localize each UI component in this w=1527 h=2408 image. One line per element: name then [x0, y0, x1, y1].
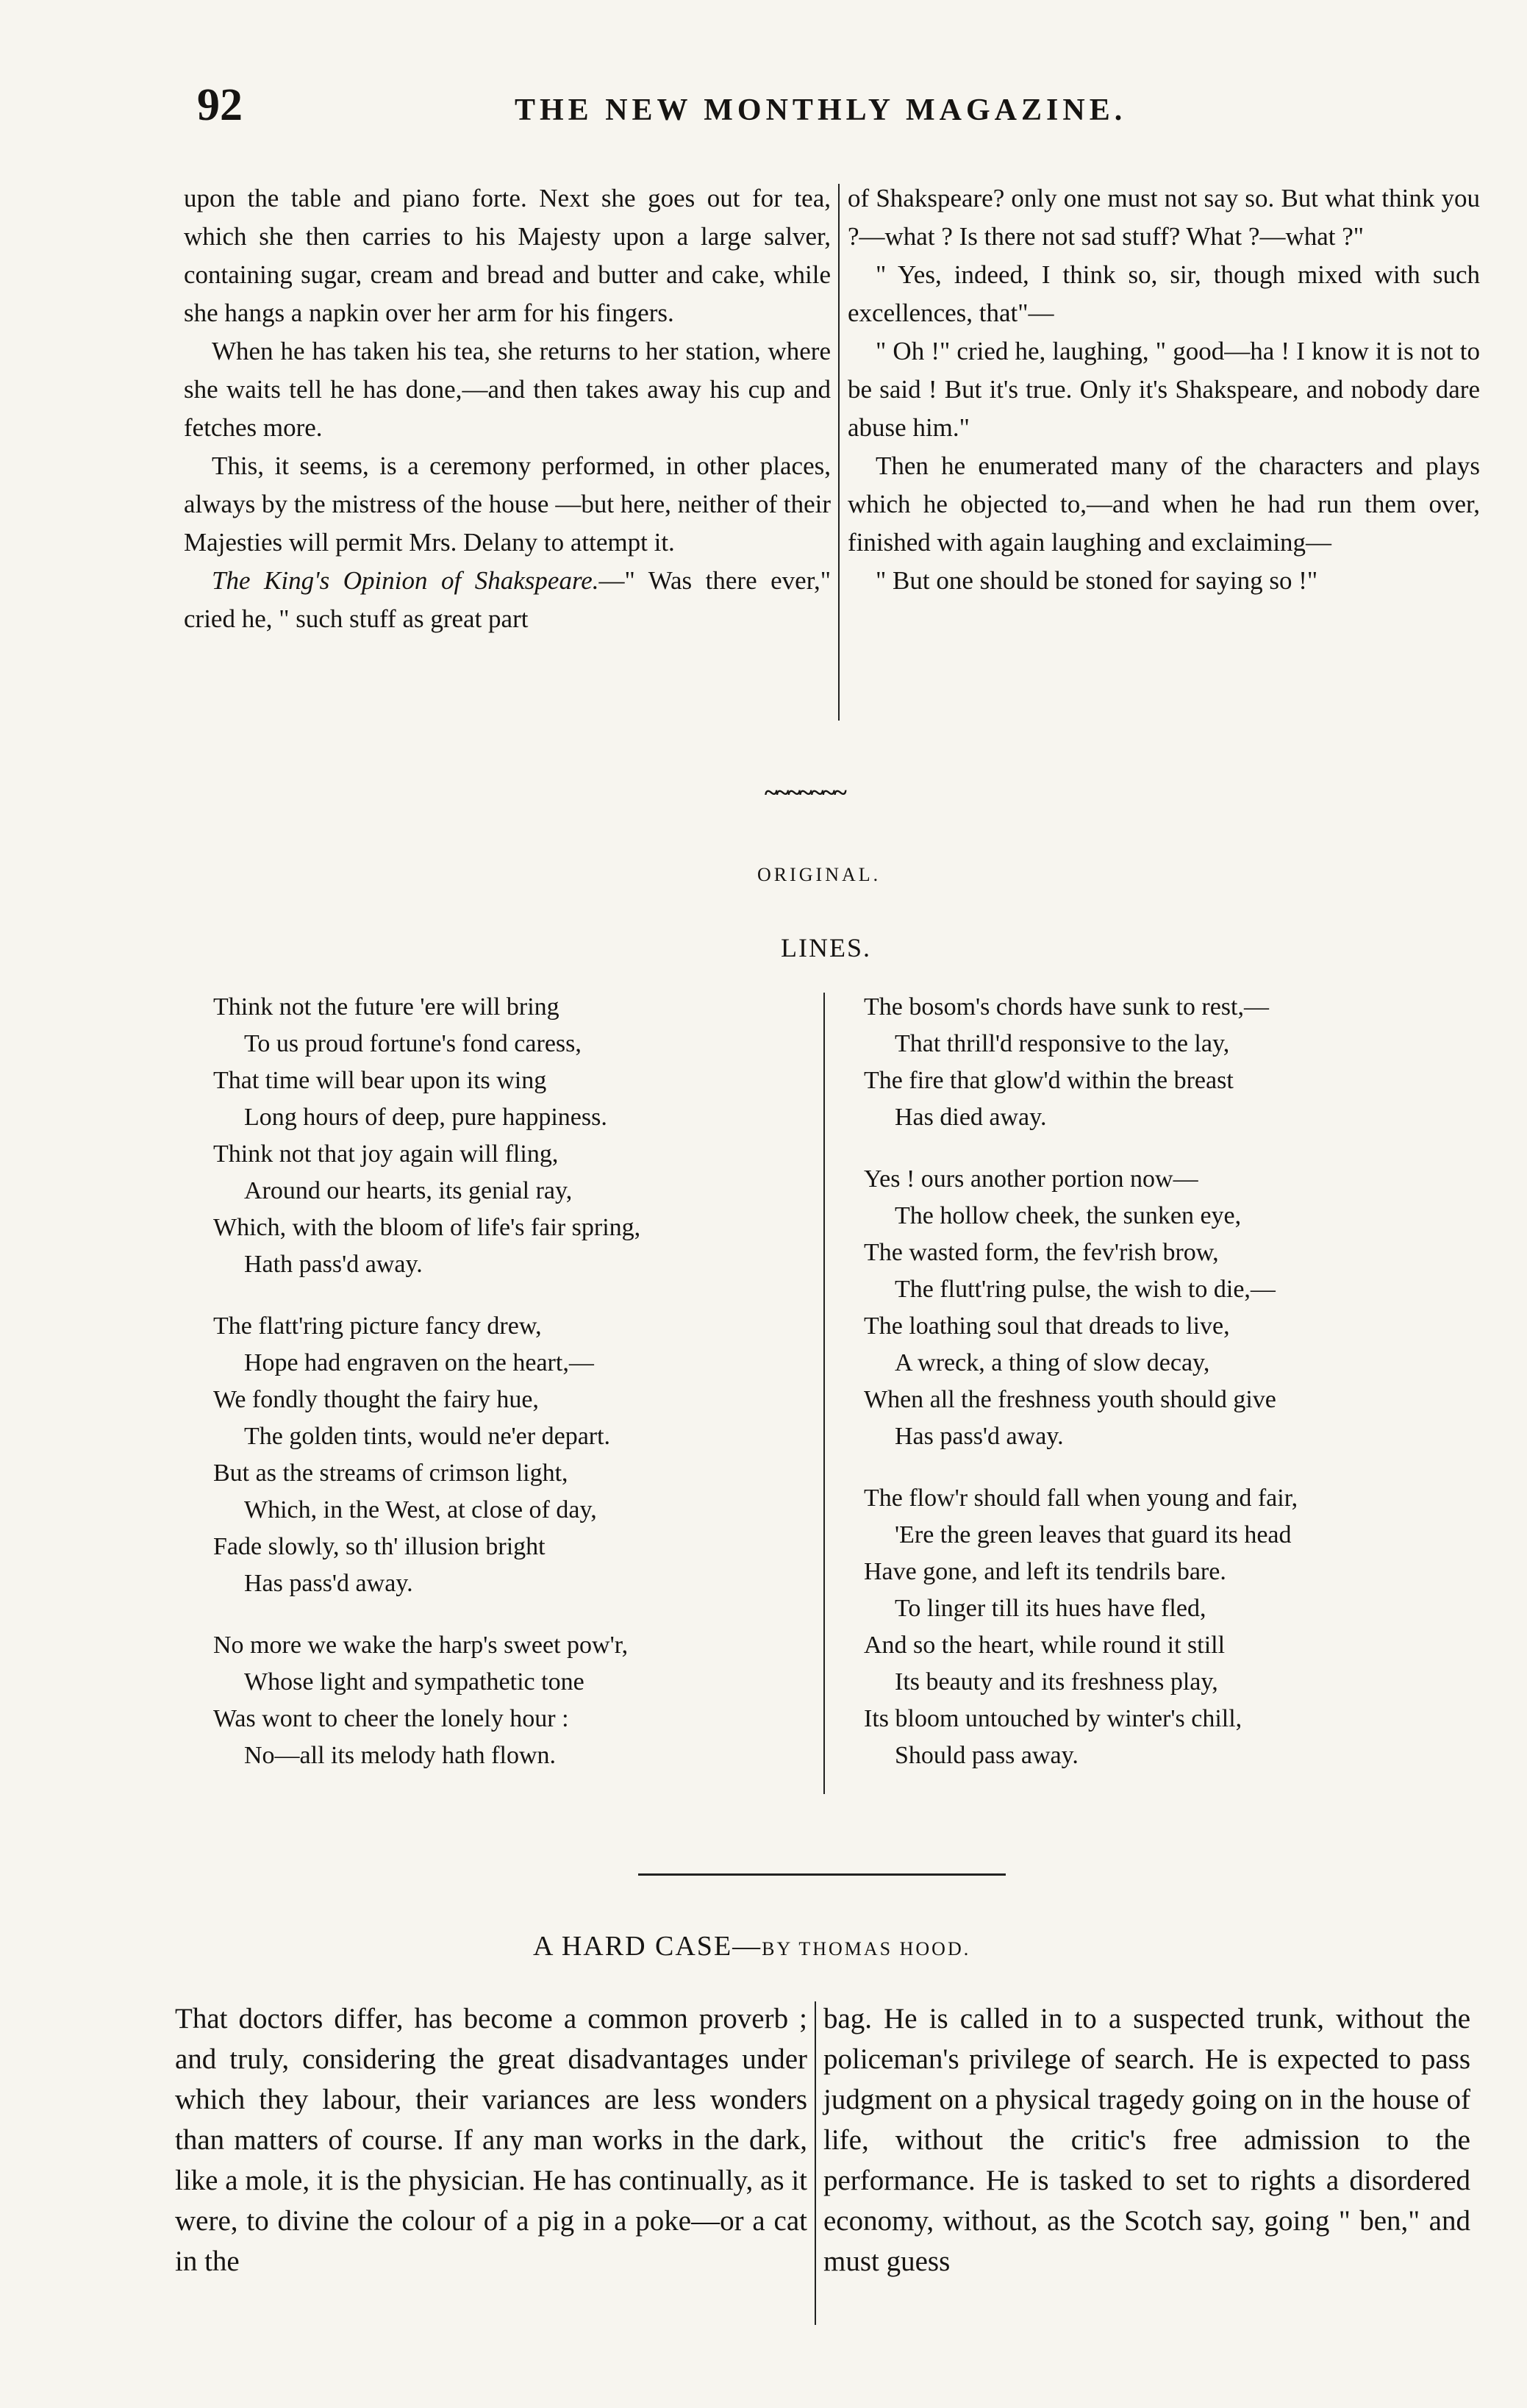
poem-line: Should pass away. [895, 1742, 1079, 1769]
poem-line: The flatt'ring picture fancy drew, [213, 1312, 542, 1340]
ornament-divider: ~~~~~~~ [765, 779, 845, 807]
poem-line: Its beauty and its freshness play, [895, 1668, 1218, 1696]
poem-line: When all the freshness youth should give [864, 1386, 1276, 1413]
poem-line: The flutt'ring pulse, the wish to die,— [895, 1276, 1276, 1303]
paragraph: Then he enumerated many of the characters and plays which he objected to,—and when he had run them over, finished with again laughing and exclaiming— [848, 451, 1480, 557]
poem-line: That thrill'd responsive to the lay, [895, 1030, 1230, 1057]
paragraph [184, 562, 831, 638]
top-left-column [184, 179, 831, 638]
poem-line: Which, in the West, at close of day, [244, 1496, 597, 1523]
paragraph: " Oh !" cried he, laughing, " good—ha ! I know it is not to be said ! But it's true. Only it's Shakspeare, and nobody dare abuse him." [848, 337, 1480, 442]
poem-line: The wasted form, the fev'rish brow, [864, 1239, 1219, 1266]
poem-line: To us proud fortune's fond caress, [244, 1030, 582, 1057]
page-number: 92 [197, 80, 243, 130]
poem-line: Has pass'd away. [244, 1570, 413, 1597]
poem-left-column [213, 989, 640, 1799]
poem-line: Hope had engraven on the heart,— [244, 1349, 594, 1376]
poem-line: The bosom's chords have sunk to rest,— [864, 993, 1269, 1021]
poem-line: No more we wake the harp's sweet pow'r, [213, 1632, 629, 1659]
poem-line: Which, with the bloom of life's fair spring, [213, 1214, 641, 1241]
poem-line: We fondly thought the fairy hue, [213, 1386, 539, 1413]
poem-right-column [864, 989, 1298, 1799]
poem-line: Has died away. [895, 1104, 1047, 1131]
paragraph: upon the table and piano forte. Next she goes out for tea, which she then carries to his Majesty upon a large salver, containing sugar, cream and bread and butter and cake, while she hangs a napkin over her arm for his fingers. [184, 184, 831, 327]
paragraph: bag. He is called in to a suspected trunk, without the policeman's privilege of search. He is expected to pass judgment on a physical tragedy going on in the house of life, without the critic's free admission to the performance. He is tasked to set to rights a disordered economy, without, as the Scotch say, going " ben," and must guess [823, 2003, 1470, 2277]
poem-line: Was wont to cheer the lonely hour : [213, 1705, 569, 1732]
poem-line: But as the streams of crimson light, [213, 1460, 568, 1487]
poem-title: LINES. [781, 933, 871, 962]
poem-line: Around our hearts, its genial ray, [244, 1177, 573, 1204]
section-label: ORIGINAL. [757, 864, 881, 885]
paragraph-text: —" Was there ever," cried he, " such stuff as great part [184, 566, 831, 633]
paragraph: This, it seems, is a ceremony performed, in other places, always by the mistress of the house —but here, neither of their Majesties will permit Mrs. Delany to attempt it. [184, 451, 831, 557]
stanza [213, 1627, 640, 1774]
stanza [213, 1308, 640, 1602]
poem-line: That time will bear upon its wing [213, 1067, 547, 1094]
poem-line: The loathing soul that dreads to live, [864, 1312, 1230, 1340]
horizontal-rule [638, 1873, 1006, 1876]
column-divider [815, 2001, 816, 2325]
column-divider [838, 184, 840, 721]
poem-line: The fire that glow'd within the breast [864, 1067, 1234, 1094]
paragraph: of Shakspeare? only one must not say so. But what think you ?—what ? Is there not sad stuff? What ?—what ?" [848, 184, 1480, 251]
stanza [864, 1480, 1298, 1774]
poem-line: Have gone, and left its tendrils bare. [864, 1558, 1226, 1585]
poem-line: Long hours of deep, pure happiness. [244, 1104, 607, 1131]
poem-line: Its bloom untouched by winter's chill, [864, 1705, 1242, 1732]
poem-line: 'Ere the green leaves that guard its head [895, 1521, 1292, 1548]
poem-line: Yes ! ours another portion now— [864, 1165, 1198, 1193]
poem-line: Has pass'd away. [895, 1423, 1064, 1450]
section-heading: The King's Opinion of Shakspeare. [212, 566, 599, 595]
article-title [533, 1930, 970, 1962]
article-right-column [823, 1998, 1470, 2282]
article-left-column [175, 1998, 807, 2282]
paragraph: " Yes, indeed, I think so, sir, though mixed with such excellences, that"— [848, 260, 1480, 327]
poem-line: Hath pass'd away. [244, 1251, 423, 1278]
poem-line: No—all its melody hath flown. [244, 1742, 557, 1769]
poem-line: The hollow cheek, the sunken eye, [895, 1202, 1242, 1229]
poem-line: The flow'r should fall when young and fair, [864, 1485, 1298, 1512]
running-title: THE NEW MONTHLY MAGAZINE. [515, 93, 1127, 127]
article-byline: BY THOMAS HOOD. [762, 1938, 971, 1959]
poem-line: Fade slowly, so th' illusion bright [213, 1533, 546, 1560]
stanza [213, 989, 640, 1283]
paragraph: When he has taken his tea, she returns to her station, where she waits tell he has done,—and then takes away his cup and fetches more. [184, 337, 831, 442]
paragraph: " But one should be stoned for saying so !" [876, 566, 1318, 595]
poem-line: To linger till its hues have fled, [895, 1595, 1206, 1622]
column-divider [823, 993, 825, 1794]
poem-line: Think not that joy again will fling, [213, 1140, 559, 1168]
paragraph: That doctors differ, has become a common proverb ; and truly, considering the great disadvantages under which they labour, their variances are less wonders than matters of course. If any man works in the dark, like a mole, it is the physician. He has continually, as it were, to divine the colour of a pig in a poke—or a cat in the [175, 2003, 807, 2277]
poem-line: And so the heart, while round it still [864, 1632, 1226, 1659]
stanza [864, 1161, 1298, 1455]
top-right-column [848, 179, 1480, 600]
poem-line: Think not the future 'ere will bring [213, 993, 559, 1021]
poem-line: A wreck, a thing of slow decay, [895, 1349, 1210, 1376]
stanza [864, 989, 1298, 1136]
poem-line: The golden tints, would ne'er depart. [244, 1423, 611, 1450]
article-title-text: A HARD CASE— [533, 1931, 762, 1962]
poem-line: Whose light and sympathetic tone [244, 1668, 584, 1696]
